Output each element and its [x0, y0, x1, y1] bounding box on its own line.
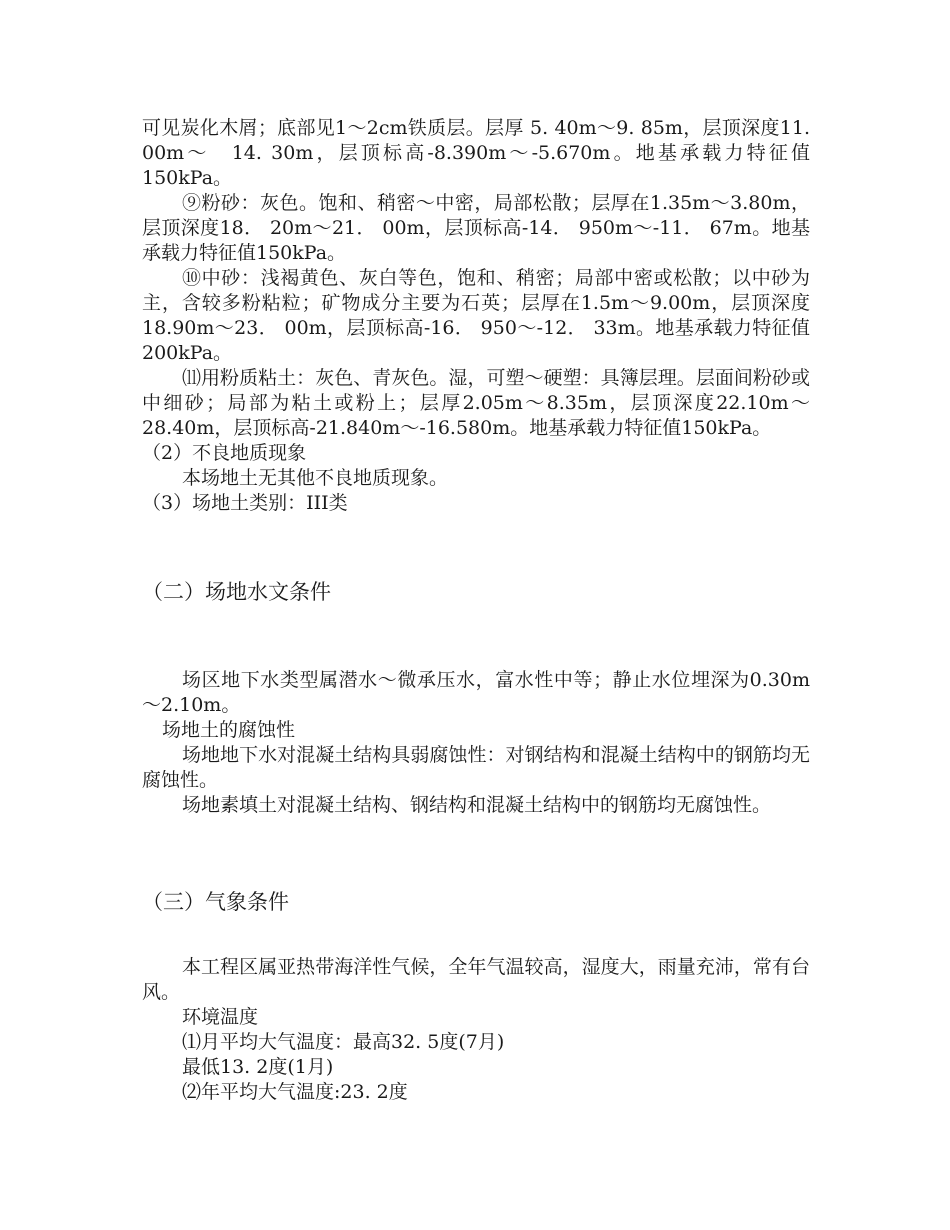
- heading-weather: （三）气象条件: [142, 890, 289, 914]
- item-adverse-geology-title: （2）不良地质现象: [142, 442, 307, 464]
- geology-section: [142, 116, 810, 516]
- paragraph-layer10-medium-sand: ⑩中砂：浅褐黄色、灰白等色，饱和、稍密；局部中密或松散；以中砂为主，含较多粉粘粒；矿物成分主要为石英；层厚在1.5m～9.00m，层顶深度18.90m～23． 00m，层顶标高-16． 950～-12． 33m。地基承载力特征值200kPa。: [142, 267, 810, 364]
- heading-hydrology: （二）场地水文条件: [142, 580, 331, 604]
- hydrology-section: [142, 668, 810, 818]
- paragraph-layer8-tail: 可见炭化木屑；底部见1～2cm铁质层。层厚 5. 40m～9. 85m，层顶深度11. 00m～ 14. 30m，层顶标高-8.390m～-5.670m。地基承载力特征值 150kPa。: [142, 117, 810, 189]
- line-monthly-temp-max: ⑴月平均大气温度：最高32. 5度(7月): [182, 1031, 505, 1053]
- line-monthly-temp-min: 最低13. 2度(1月): [182, 1056, 334, 1078]
- paragraph-fill-corrosivity: 场地素填土对混凝土结构、钢结构和混凝土结构中的钢筋均无腐蚀性。: [182, 794, 772, 816]
- paragraph-climate: 本工程区属亚热带海洋性气候，全年气温较高，湿度大，雨量充沛，常有台风。: [142, 956, 810, 1003]
- subtitle-ambient-temperature: 环境温度: [182, 1006, 259, 1028]
- subtitle-corrosivity: 场地土的腐蚀性: [162, 719, 296, 741]
- paragraph-groundwater: 场区地下水类型属潜水～微承压水，富水性中等；静止水位埋深为0.30m～2.10m。: [142, 669, 810, 716]
- paragraph-groundwater-corrosivity: 场地地下水对混凝土结构具弱腐蚀性：对钢结构和混凝土结构中的钢筋均无腐蚀性。: [142, 744, 810, 791]
- line-annual-temp: ⑵年平均大气温度:23. 2度: [182, 1081, 408, 1103]
- paragraph-layer11-silty-clay: ⑾用粉质粘土：灰色、青灰色。湿，可塑～硬塑：具簿层理。层面间粉砂或中细砂；局部为粘土或粉上；层厚2.05m～8.35m，层顶深度22.10m～28.40m，层顶标高-21.840m～-16.580m。地基承载力特征值150kPa。: [142, 367, 810, 439]
- item-site-soil-category: （3）场地土类别：III类: [142, 492, 348, 514]
- weather-section: [142, 955, 810, 1105]
- item-adverse-geology-body: 本场地土无其他不良地质现象。: [182, 467, 449, 489]
- paragraph-layer9-silty-sand: ⑨粉砂：灰色。饱和、稍密～中密，局部松散；层厚在1.35m～3.80m，层顶深度18． 20m～21． 00m，层顶标高-14． 950m～-11． 67m。地基承载力特征值150kPa。: [142, 192, 810, 264]
